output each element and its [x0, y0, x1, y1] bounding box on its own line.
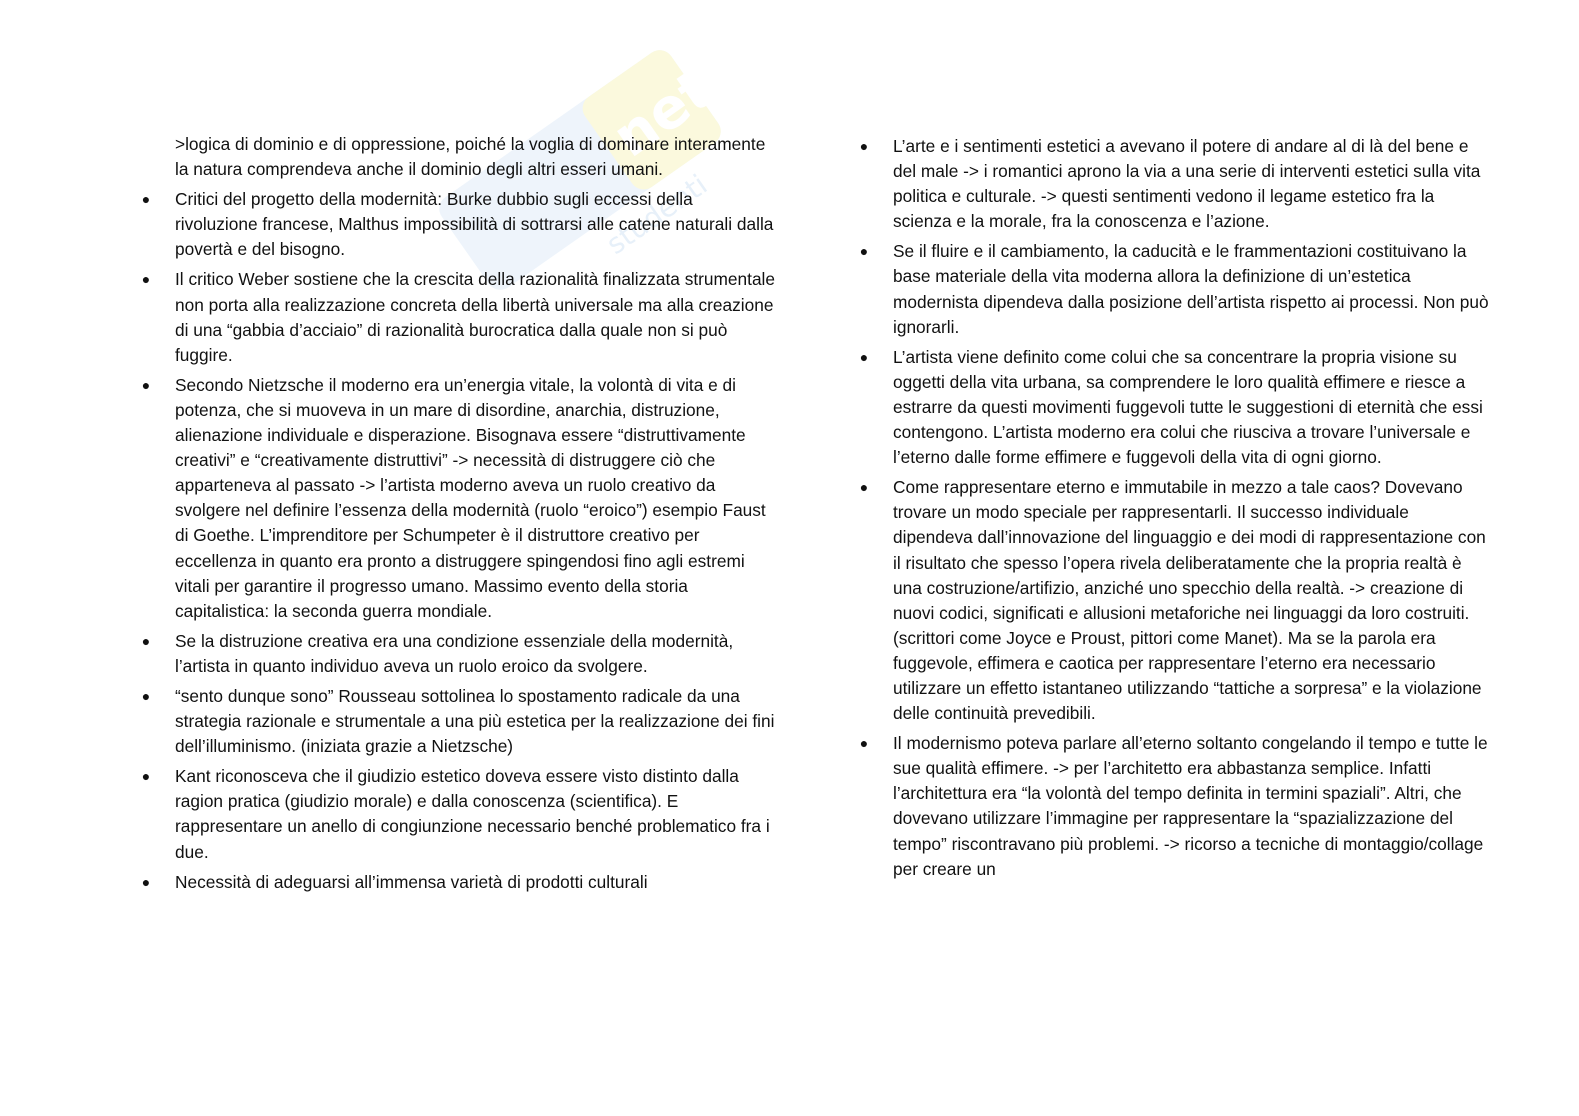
watermark-subtext: studenti	[600, 168, 714, 261]
list-item-text: Il modernismo poteva parlare all’eterno soltanto congelando il tempo e tutte le sue qualità effimere. -> per l’architetto era abbastanza semplice. Infatti l’architettura era “la volontà del tempo definita in termini spaziali”. Altri, che dovevano utilizzare l’immagine per rappresentare la “spazializzazione del tempo” riscontravano più problemi. -> ricorso a tecniche di montaggio/collage per creare un	[893, 733, 1488, 879]
list-item-text: Il critico Weber sostiene che la crescita della razionalità finalizzata strumentale non porta alla realizzazione concreta della libertà universale ma alla creazione di una “gabbia d’acciaio” di razionalità burocratica dalla quale non si può fuggire.	[175, 269, 776, 365]
list-item	[859, 475, 1493, 726]
left-continuation-paragraph	[175, 132, 775, 182]
list-item-text: L’arte e i sentimenti estetici a avevano il potere di andare al di là del bene e del male -> i romantici aprono la via a una serie di interventi estetici sulla vita politica e culturale. -> questi sentimenti vedono il legame estetico fra la scienza e la morale, fra la conoscenza e l’azione.	[893, 136, 1481, 232]
bullet-icon: ●	[859, 479, 869, 496]
list-item-text: Secondo Nietzsche il moderno era un’energia vitale, la volontà di vita e di potenza, che si muoveva in un mare di disordine, anarchia, distruzione, alienazione individuale e disperazione. Bisognava essere “distruttivamente creativi” e “creativamente distruttivi” -> necessità di distruggere ciò che apparteneva al passato -> l’artista moderno aveva un ruolo creativo da svolgere nel definire l’essenza della modernità (ruolo “eroico”) esempio Faust di Goethe. L’imprenditore per Schumpeter è il distruttore creativo per eccellenza in quanto era pronto a distruggere spingendosi fino agli estremi vitali per garantire il progresso umano. Massimo evento della storia capitalistica: la seconda guerra mondiale.	[175, 374, 766, 621]
bullet-icon: ●	[859, 735, 869, 752]
paragraph-text: >logica di dominio e di oppressione, poiché la voglia di dominare interamente la natura comprendeva anche il dominio degli altri esseri umani.	[175, 134, 766, 180]
bullet-icon: ●	[859, 138, 869, 154]
bullet-icon: ●	[141, 376, 151, 393]
right-column	[859, 134, 1493, 887]
list-item-text: Critici del progetto della modernità: Burke dubbio sugli eccessi della rivoluzione francese, Malthus impossibilità di sottrarsi alle catene naturali dalla povertà e del bisogno.	[175, 189, 774, 260]
list-item	[141, 187, 775, 262]
list-item-text: Se la distruzione creativa era una condizione essenziale della modernità, l’artista in quanto individuo aveva un ruolo eroico da svolgere.	[175, 630, 734, 676]
list-item	[141, 684, 775, 759]
list-item	[141, 764, 775, 864]
watermark-text: net	[601, 57, 725, 171]
list-item	[141, 373, 775, 624]
list-item-text: Se il fluire e il cambiamento, la caducità e le frammentazioni costituivano la base materiale della vita moderna allora la definizione di un’estetica modernista dipendeva dalla posizione dell’artista rispetto ai processi. Non può ignorarli.	[893, 241, 1489, 337]
list-item-text: Come rappresentare eterno e immutabile in mezzo a tale caos? Dovevano trovare un modo speciale per rappresentarli. Il successo individuale dipendeva dall’innovazione del linguaggio e dei modi di rappresentazione con il risultato che spesso l’opera rivela deliberatamente che la propria realtà è una costruzione/artifizio, anziché uno specchio della realtà. -> creazione di nuovi codici, significati e allusioni metaforiche nei linguaggi da loro costruiti. (scrittori come Joyce e Proust, pittori come Manet). Ma se la parola era fuggevole, effimera e caotica per rappresentare l’eterno era necessario utilizzare un effetto istantaneo utilizzando “tattiche a sorpresa” e la violazione delle continuità prevedibili.	[893, 477, 1486, 724]
list-item	[141, 870, 775, 895]
list-item-text: L’artista viene definito come colui che sa concentrare la propria visione su oggetti della vita urbana, sa comprendere le loro qualità effimere e riesce a estrarre da questi movimenti fuggevoli tutte le suggestioni di eternità che essi contengono. L’artista moderno era colui che riusciva a trovare l’universale e l’eterno dalle forme effimere e fuggevoli della vita di ogni giorno.	[893, 346, 1483, 468]
list-item	[859, 239, 1493, 339]
list-item	[859, 731, 1493, 882]
list-item	[859, 345, 1493, 470]
bullet-icon: ●	[141, 873, 151, 890]
bullet-icon: ●	[141, 687, 151, 704]
list-item	[141, 267, 776, 367]
list-item-text: Kant riconosceva che il giudizio estetico doveva essere visto distinto dalla ragion pratica (giudizio morale) e dalla conoscenza (scientifica). E rappresentare un anello di congiunzione necessario benché problematico fra i due.	[175, 766, 770, 862]
list-item	[859, 134, 1493, 234]
list-item-text: Necessità di adeguarsi all’immensa varietà di prodotti culturali	[175, 871, 648, 892]
bullet-icon: ●	[859, 348, 869, 365]
bullet-icon: ●	[141, 768, 151, 785]
bullet-icon: ●	[141, 632, 151, 649]
list-item-text: “sento dunque sono” Rousseau sottolinea lo spostamento radicale da una strategia razionale e strumentale a una più estetica per la realizzazione dei fini dell’illuminismo. (iniziata grazie a Nietzsche)	[175, 685, 775, 757]
bullet-icon: ●	[141, 271, 151, 288]
left-column	[141, 132, 776, 900]
bullet-icon: ●	[859, 243, 869, 260]
bullet-icon: ●	[141, 191, 151, 208]
list-item	[141, 629, 775, 679]
